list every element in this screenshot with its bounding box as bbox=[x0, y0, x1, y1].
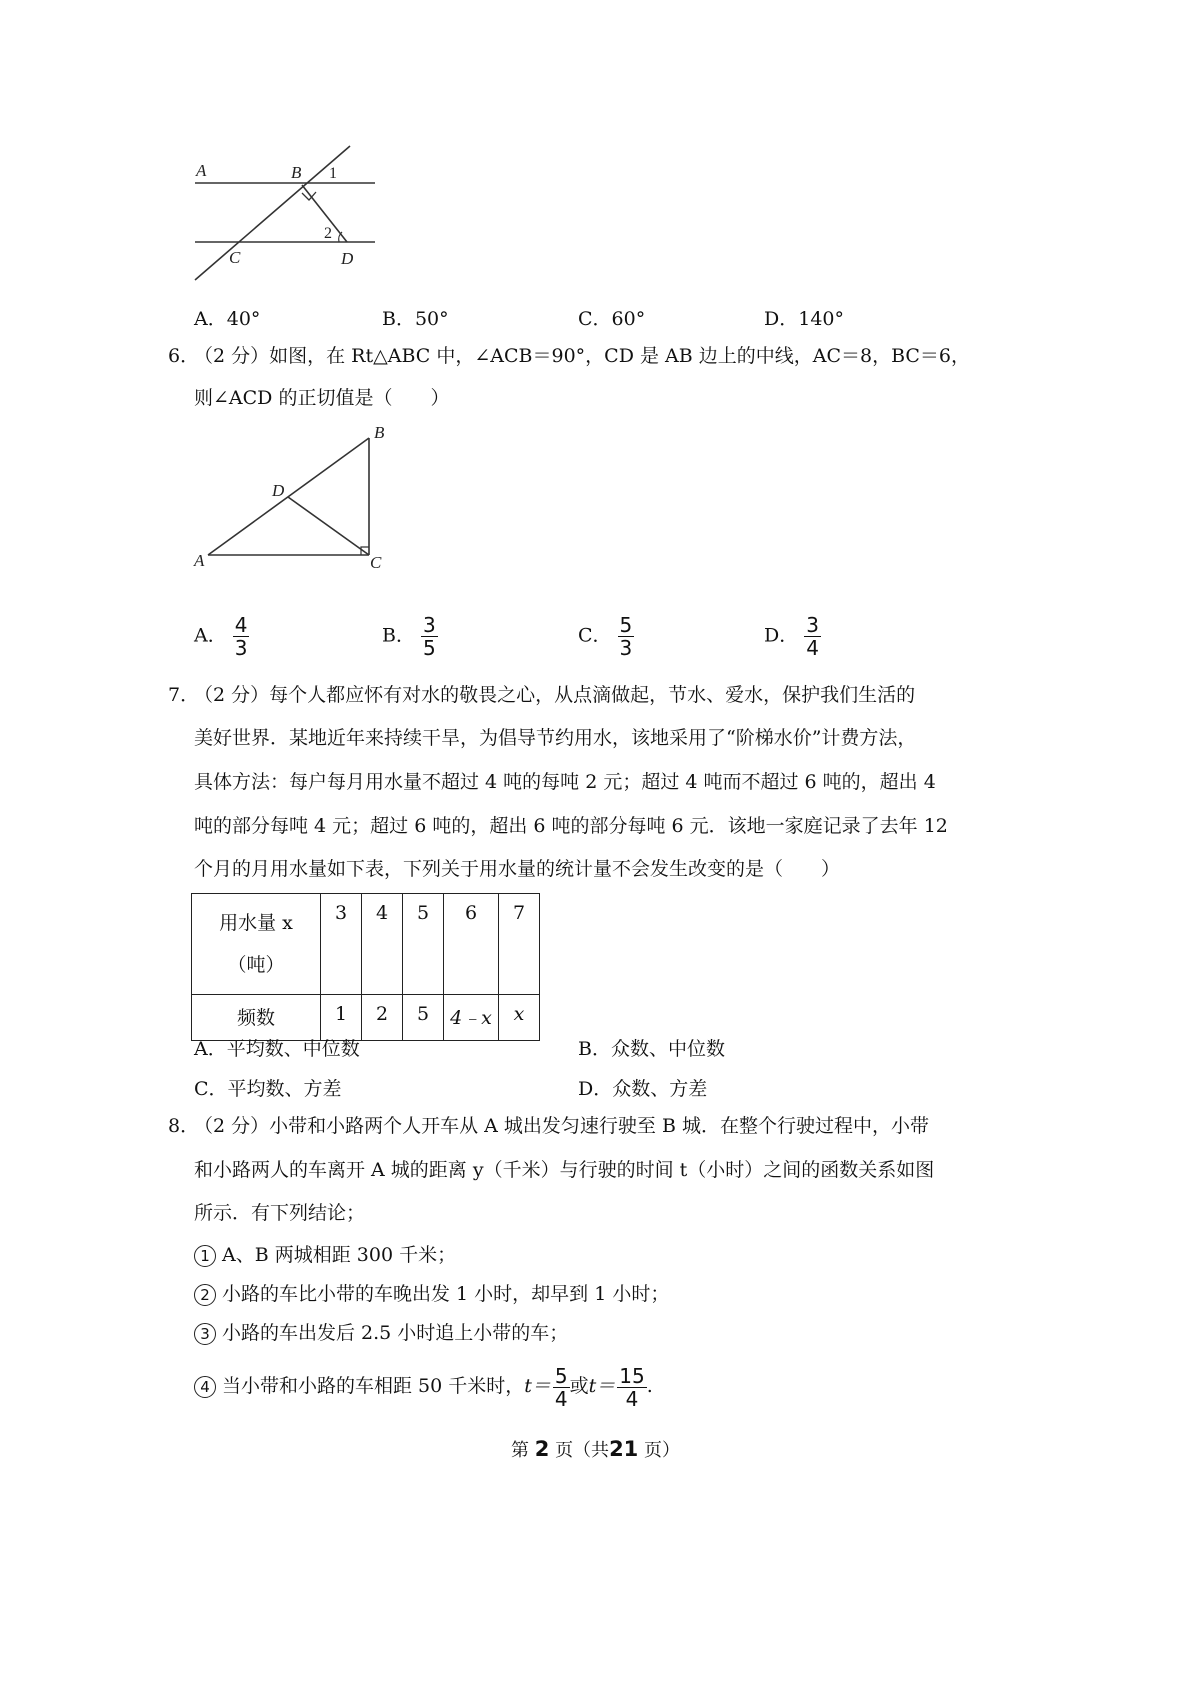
q7-number: 7． bbox=[168, 684, 200, 706]
q5-option-a[interactable]: A．40° bbox=[194, 308, 261, 330]
q7-frequency-cell: 5 bbox=[403, 995, 444, 1041]
q6-option-d[interactable]: D． $\frac{3}{4}$ bbox=[764, 613, 819, 660]
q6-option-c[interactable]: C． $\frac{5}{3}$ bbox=[578, 613, 633, 660]
q7-usage-cell: 4 bbox=[362, 894, 403, 995]
q7-stem-line3: 具体方法：每户每月用水量不超过 4 吨的每吨 2 元；超过 4 吨而不超过 6 吨的，超出 4 bbox=[194, 771, 936, 793]
q6-option-d-fraction: $\frac{3}{4}$ bbox=[806, 613, 819, 660]
circled-number-4-icon: 4 bbox=[194, 1376, 216, 1398]
q7-frequency-cell: 1 bbox=[321, 995, 362, 1041]
q7-frequency-cell: 4﹣x bbox=[444, 995, 499, 1041]
q7-usage-cell: 5 bbox=[403, 894, 444, 995]
q7-option-b[interactable]: B．众数、中位数 bbox=[578, 1038, 725, 1060]
q6-option-a-fraction: $\frac{4}{3}$ bbox=[234, 613, 248, 660]
q7-usage-cell: 7 bbox=[499, 894, 540, 995]
q8-number: 8． bbox=[168, 1115, 200, 1137]
q7-option-a[interactable]: A．平均数、中位数 bbox=[194, 1038, 360, 1060]
q7-frequency-cell: 2 bbox=[362, 995, 403, 1041]
table-row bbox=[192, 894, 540, 995]
page-footer: 第 2 页（共21 页） bbox=[510, 1437, 681, 1461]
q6-stem-line1: （2 分）如图，在 Rt△ABC 中，∠ACB＝90°，CD 是 AB 边上的中线，AC＝8，BC＝6， bbox=[194, 345, 971, 367]
q6-label-C: C bbox=[370, 553, 382, 572]
q8-conclusion-4: 4 当小带和小路的车相距 50 千米时，t＝ $\frac{5}{4}$ 或t＝ $\frac{15}{4}$ . bbox=[194, 1362, 653, 1410]
q8-stem-line1: （2 分）小带和小路两个人开车从 A 城出发匀速行驶至 B 城．在整个行驶过程中，小带 bbox=[194, 1115, 929, 1137]
q5-label-2: 2 bbox=[324, 225, 332, 242]
page-total: 21 bbox=[609, 1437, 639, 1461]
q5-transversal bbox=[195, 146, 350, 280]
q6-number: 6． bbox=[168, 345, 200, 367]
q8-conclusion-1: 1 A、B 两城相距 300 千米； bbox=[194, 1242, 456, 1268]
q8-conclusion-3: 3 小路的车出发后 2.5 小时追上小带的车； bbox=[194, 1320, 568, 1346]
q5-label-A: A bbox=[196, 161, 207, 180]
q7-stem-line1: （2 分）每个人都应怀有对水的敬畏之心，从点滴做起，节水、爱水，保护我们生活的 bbox=[194, 684, 916, 706]
q6-stem-line2: 则∠ACD 的正切值是（ ） bbox=[194, 387, 450, 409]
q5-figure bbox=[185, 140, 385, 285]
q5-option-c[interactable]: C．60° bbox=[578, 308, 646, 330]
q6-label-A: A bbox=[194, 551, 205, 570]
q7-usage-cell: 6 bbox=[444, 894, 499, 995]
page-number: 2 bbox=[534, 1437, 550, 1461]
circled-number-2-icon: 2 bbox=[194, 1284, 216, 1306]
q6-option-c-fraction: $\frac{5}{3}$ bbox=[619, 613, 633, 660]
q7-frequency-table bbox=[191, 893, 540, 1041]
q6-median-cd bbox=[288, 497, 369, 555]
q8-stem-line2: 和小路两人的车离开 A 城的距离 y（千米）与行驶的时间 t（小时）之间的函数关系如图 bbox=[194, 1159, 935, 1181]
q5-label-C: C bbox=[229, 248, 241, 267]
q8-conclusion-2: 2 小路的车比小带的车晚出发 1 小时，却早到 1 小时； bbox=[194, 1281, 669, 1307]
q5-option-b[interactable]: B．50° bbox=[382, 308, 449, 330]
q6-option-b[interactable]: B． $\frac{3}{5}$ bbox=[382, 613, 436, 660]
q6-label-D: D bbox=[272, 481, 285, 500]
q5-option-d[interactable]: D．140° bbox=[764, 308, 844, 330]
q7-option-c[interactable]: C．平均数、方差 bbox=[194, 1078, 342, 1100]
q7-stem-line4: 吨的部分每吨 4 元；超过 6 吨的，超出 6 吨的部分每吨 6 元．该地一家庭记录了去年 12 bbox=[194, 815, 948, 837]
q7-option-d[interactable]: D．众数、方差 bbox=[578, 1078, 708, 1100]
q6-option-a[interactable]: A． $\frac{4}{3}$ bbox=[194, 613, 248, 660]
q5-angle2-arc bbox=[339, 232, 342, 242]
q7-header-usage: 用水量 x （吨） bbox=[192, 894, 321, 995]
q8-fraction-15-4: $\frac{15}{4}$ bbox=[619, 1363, 645, 1411]
circled-number-1-icon: 1 bbox=[194, 1245, 216, 1267]
q6-label-B: B bbox=[374, 423, 385, 442]
q7-stem-line5: 个月的月用水量如下表，下列关于用水量的统计量不会发生改变的是（ ） bbox=[194, 858, 841, 880]
q7-stem-line2: 美好世界．某地近年来持续干旱，为倡导节约用水，该地采用了“阶梯水价”计费方法， bbox=[194, 727, 917, 749]
circled-number-3-icon: 3 bbox=[194, 1323, 216, 1345]
q6-option-b-fraction: $\frac{3}{5}$ bbox=[422, 613, 436, 660]
q8-stem-line3: 所示．有下列结论； bbox=[194, 1202, 366, 1224]
q8-fraction-5-4: $\frac{5}{4}$ bbox=[554, 1363, 568, 1411]
q5-label-1: 1 bbox=[329, 165, 337, 182]
q5-label-B: B bbox=[291, 163, 302, 182]
q7-usage-cell: 3 bbox=[321, 894, 362, 995]
q7-header-frequency: 频数 bbox=[192, 995, 321, 1041]
q6-figure bbox=[188, 420, 403, 580]
q5-label-D: D bbox=[341, 249, 354, 268]
q7-frequency-cell: x bbox=[499, 995, 540, 1041]
